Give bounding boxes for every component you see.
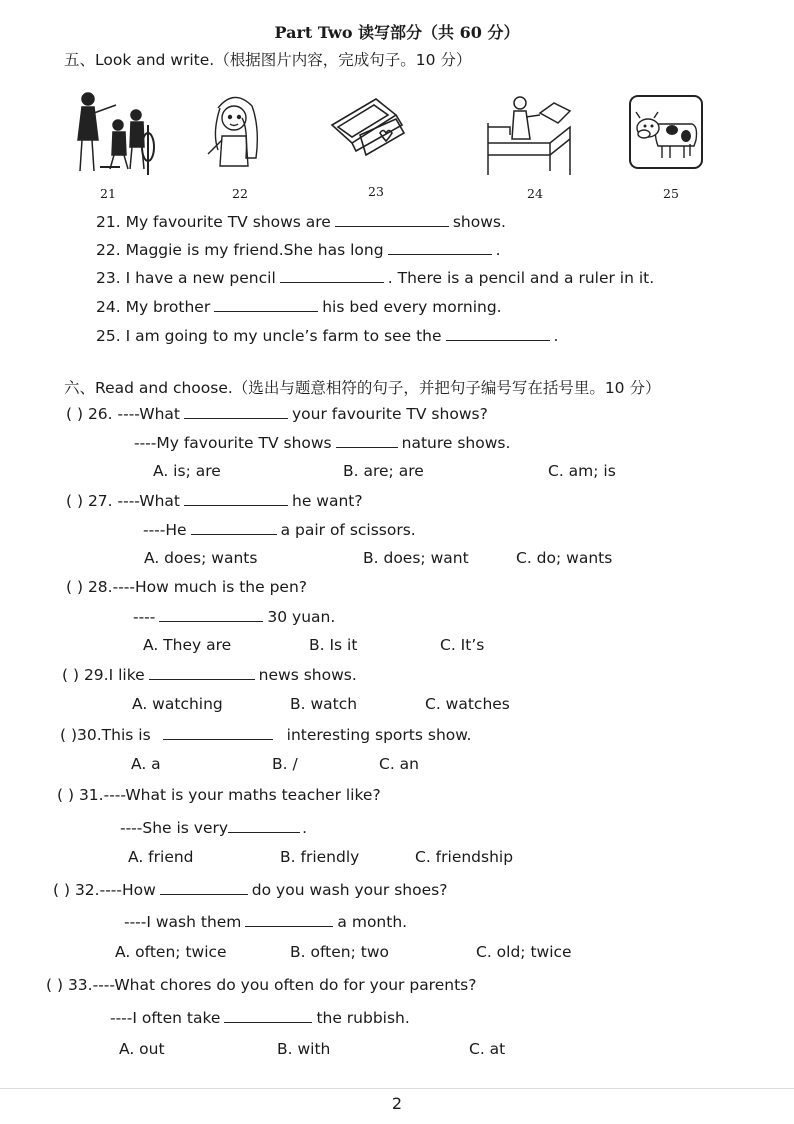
question-33: ( ) 33.----What chores do you often do for your parents? bbox=[46, 976, 477, 994]
question-28-line2 bbox=[133, 607, 335, 626]
question-26 bbox=[66, 404, 488, 423]
answer-blank[interactable] bbox=[184, 491, 288, 506]
question-text: 25. I am going to my uncle’s farm to see the bbox=[96, 327, 442, 345]
question-21 bbox=[96, 212, 506, 231]
pic-number: 21 bbox=[100, 186, 116, 201]
answer-blank[interactable] bbox=[336, 433, 398, 448]
question-text: interesting sports show. bbox=[286, 726, 472, 744]
question-text: 24. My brother bbox=[96, 298, 211, 316]
answer-blank[interactable] bbox=[245, 912, 333, 927]
answer-blank[interactable] bbox=[184, 404, 288, 419]
question-32-line2 bbox=[124, 912, 407, 931]
option-c[interactable]: C. old; twice bbox=[476, 943, 572, 961]
question-29 bbox=[62, 665, 357, 684]
question-text: . bbox=[553, 327, 559, 345]
question-text: your favourite TV shows? bbox=[292, 405, 488, 423]
answer-blank[interactable] bbox=[335, 212, 449, 227]
option-c[interactable]: C. an bbox=[379, 755, 419, 773]
option-b[interactable]: B. Is it bbox=[309, 636, 358, 654]
question-text: 21. My favourite TV shows are bbox=[96, 213, 331, 231]
option-b[interactable]: B. does; want bbox=[363, 549, 469, 567]
question-text: news shows. bbox=[258, 666, 357, 684]
page-title: Part Two 读写部分（共 60 分） bbox=[274, 23, 520, 42]
footer-divider bbox=[0, 1088, 794, 1089]
question-text: ( ) 26. ----What bbox=[66, 405, 180, 423]
option-a[interactable]: A. friend bbox=[128, 848, 194, 866]
cow-icon bbox=[628, 94, 704, 170]
question-30 bbox=[60, 725, 471, 744]
option-a[interactable]: A. is; are bbox=[153, 462, 221, 480]
option-c[interactable]: C. am; is bbox=[548, 462, 616, 480]
option-c[interactable]: C. friendship bbox=[415, 848, 514, 866]
question-text: . bbox=[495, 241, 501, 259]
option-b[interactable]: B. watch bbox=[290, 695, 358, 713]
question-text: ( ) 27. ----What bbox=[66, 492, 180, 510]
question-33-line2 bbox=[110, 1008, 410, 1027]
girl-long-hair-icon bbox=[198, 88, 270, 170]
answer-blank[interactable] bbox=[388, 240, 492, 255]
question-text: ( ) 32.----How bbox=[53, 881, 156, 899]
option-c[interactable]: C. at bbox=[469, 1040, 506, 1058]
question-text: ( ) 29.I like bbox=[62, 666, 145, 684]
question-24 bbox=[96, 297, 502, 316]
question-32 bbox=[53, 880, 447, 899]
boy-making-bed-icon bbox=[480, 93, 580, 177]
question-text: he want? bbox=[292, 492, 363, 510]
option-a[interactable]: A. watching bbox=[132, 695, 223, 713]
option-a[interactable]: A. out bbox=[119, 1040, 165, 1058]
question-23 bbox=[96, 268, 654, 287]
option-a[interactable]: A. They are bbox=[143, 636, 232, 654]
answer-blank[interactable] bbox=[163, 725, 273, 740]
question-text: . bbox=[302, 819, 307, 837]
question-text: 22. Maggie is my friend.She has long bbox=[96, 241, 384, 259]
answer-blank[interactable] bbox=[280, 268, 384, 283]
question-27 bbox=[66, 491, 363, 510]
option-b[interactable]: B. / bbox=[272, 755, 298, 773]
option-b[interactable]: B. often; two bbox=[290, 943, 389, 961]
option-a[interactable]: A. often; twice bbox=[115, 943, 227, 961]
question-text: nature shows. bbox=[401, 434, 511, 452]
question-27-line2 bbox=[143, 520, 416, 539]
question-text: ----She is very bbox=[120, 819, 229, 837]
section5-heading: 五、Look and write.（根据图片内容，完成句子。10 分） bbox=[64, 51, 472, 69]
question-text: do you wash your shoes? bbox=[251, 881, 448, 899]
answer-blank[interactable] bbox=[228, 818, 300, 833]
question-text: ----I wash them bbox=[124, 913, 242, 931]
pencil-case-icon bbox=[326, 95, 410, 163]
question-text: shows. bbox=[452, 213, 506, 231]
answer-blank[interactable] bbox=[191, 520, 277, 535]
question-text: ----I often take bbox=[110, 1009, 221, 1027]
option-c[interactable]: C. do; wants bbox=[516, 549, 613, 567]
option-b[interactable]: B. are; are bbox=[343, 462, 424, 480]
question-text: 23. I have a new pencil bbox=[96, 269, 276, 287]
answer-blank[interactable] bbox=[224, 1008, 312, 1023]
question-25 bbox=[96, 326, 558, 345]
page-number: 2 bbox=[391, 1094, 403, 1113]
question-26-line2 bbox=[134, 433, 510, 452]
question-31-line2 bbox=[120, 818, 307, 837]
option-c[interactable]: C. It’s bbox=[440, 636, 485, 654]
question-text: 30 yuan. bbox=[267, 608, 336, 626]
question-text: . There is a pencil and a ruler in it. bbox=[387, 269, 655, 287]
question-text: his bed every morning. bbox=[322, 298, 502, 316]
answer-blank[interactable] bbox=[446, 326, 550, 341]
option-b[interactable]: B. with bbox=[277, 1040, 331, 1058]
orchestra-musicians-icon bbox=[70, 85, 158, 177]
question-text: ----He bbox=[143, 521, 187, 539]
question-text: a pair of scissors. bbox=[280, 521, 416, 539]
section6-heading: 六、Read and choose.（选出与题意相符的句子，并把句子编号写在括号里。10 分） bbox=[64, 379, 661, 397]
pic-number: 25 bbox=[663, 186, 679, 201]
question-28: ( ) 28.----How much is the pen? bbox=[66, 578, 308, 596]
answer-blank[interactable] bbox=[159, 607, 263, 622]
question-text: ---- bbox=[133, 608, 156, 626]
question-22 bbox=[96, 240, 501, 259]
question-31: ( ) 31.----What is your maths teacher like? bbox=[57, 786, 381, 804]
answer-blank[interactable] bbox=[214, 297, 318, 312]
option-c[interactable]: C. watches bbox=[425, 695, 510, 713]
question-text: the rubbish. bbox=[316, 1009, 410, 1027]
pic-number: 23 bbox=[368, 184, 384, 199]
question-text: ----My favourite TV shows bbox=[134, 434, 332, 452]
pic-number: 24 bbox=[527, 186, 543, 201]
option-a[interactable]: A. a bbox=[131, 755, 161, 773]
question-text: a month. bbox=[337, 913, 408, 931]
question-text: ( )30.This is bbox=[60, 726, 151, 744]
answer-blank[interactable] bbox=[160, 880, 248, 895]
option-a[interactable]: A. does; wants bbox=[144, 549, 258, 567]
answer-blank[interactable] bbox=[149, 665, 255, 680]
pic-number: 22 bbox=[232, 186, 248, 201]
option-b[interactable]: B. friendly bbox=[280, 848, 360, 866]
